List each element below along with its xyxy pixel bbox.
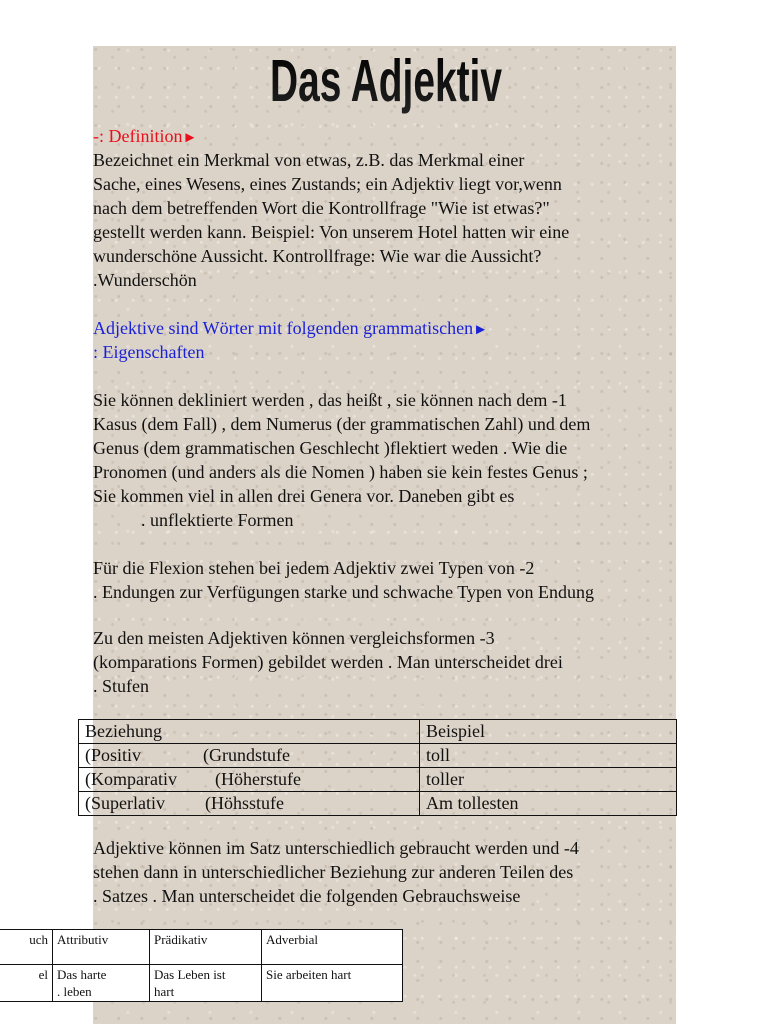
properties-heading-line2: : Eigenschaften	[93, 342, 205, 362]
definition-heading-text: -: Definition	[93, 126, 183, 146]
stage-label: (Komparativ	[85, 769, 177, 789]
triangle-right-icon: ►	[182, 130, 198, 146]
definition-line: .Wunderschön	[93, 270, 197, 290]
definition-line: wunderschöne Aussicht. Kontrollfrage: Wie war die Aussicht?	[93, 246, 542, 266]
table-cell: Sie arbeiten hart	[262, 965, 403, 1002]
table-cell-example: Am tollesten	[420, 792, 677, 816]
table-row	[79, 768, 677, 792]
table-row	[0, 965, 403, 1002]
point1-line: Sie kommen viel in allen drei Genera vor. Daneben gibt es	[93, 486, 515, 506]
properties-heading-text: Adjektive sind Wörter mit folgenden grammatischen	[93, 318, 474, 338]
comparison-table	[78, 719, 677, 816]
point1-line: . unflektierte Formen	[141, 510, 294, 530]
table-row	[79, 744, 677, 768]
definition-line: Bezeichnet ein Merkmal von etwas, z.B. das Merkmal einer	[93, 150, 525, 170]
stage-label: (Superlativ	[85, 793, 165, 813]
definition-line: nach dem betreffenden Wort die Kontrollfrage "Wie ist etwas?"	[93, 198, 550, 218]
properties-heading	[93, 316, 488, 342]
stage-description: (Höherstufe	[215, 769, 301, 789]
definition-heading	[93, 124, 197, 150]
table-cell-example: toller	[420, 768, 677, 792]
point3-line: Zu den meisten Adjektiven können vergleichsformen -3	[93, 628, 495, 648]
point1-line: Kasus (dem Fall) , dem Numerus (der grammatischen Zahl) und dem	[93, 414, 591, 434]
point1-line: Pronomen (und anders als die Nomen ) haben sie kein festes Genus ;	[93, 462, 588, 482]
point2-line: . Endungen zur Verfügungen starke und schwache Typen von Endung	[93, 582, 594, 602]
definition-line: gestellt werden kann. Beispiel: Von unserem Hotel hatten wir eine	[93, 222, 570, 242]
table-cell: Das harte . leben	[53, 965, 150, 1002]
table-header-cell: Beispiel	[420, 720, 677, 744]
stage-label: (Positiv	[85, 745, 142, 765]
table-header-cell: Adverbial	[262, 930, 403, 965]
table-header-cell: Beziehung	[79, 720, 420, 744]
table-header-cell: Attributiv	[53, 930, 150, 965]
point1-line: Sie können dekliniert werden , das heißt , sie können nach dem -1	[93, 390, 567, 410]
point4-line: stehen dann in unterschiedlicher Beziehung zur anderen Teilen des	[93, 862, 574, 882]
table-cell-stage	[79, 792, 420, 816]
point3-line: . Stufen	[93, 676, 149, 696]
table-cell-stage	[79, 768, 420, 792]
point1-line: Genus (dem grammatischen Geschlecht )flektiert weden . Wie die	[93, 438, 568, 458]
title-wordart	[266, 46, 506, 116]
usage-table	[0, 929, 403, 1002]
table-row	[79, 792, 677, 816]
triangle-right-icon: ►	[473, 322, 488, 338]
definition-line: Sache, eines Wesens, eines Zustands; ein Adjektiv liegt vor,wenn	[93, 174, 562, 194]
table-cell-example: toll	[420, 744, 677, 768]
page-title	[266, 46, 506, 116]
table-header-row	[79, 720, 677, 744]
stage-description: (Höhsstufe	[205, 793, 284, 813]
table-cell: Das Leben ist hart	[150, 965, 262, 1002]
point3-line: (komparations Formen) gebildet werden . Man unterscheidet drei	[93, 652, 563, 672]
table-header-cell: uch	[0, 930, 53, 965]
stage-description: (Grundstufe	[203, 745, 290, 765]
title-text: Das Adjektiv	[270, 46, 502, 115]
point4-line: . Satzes . Man unterscheidet die folgenden Gebrauchsweise	[93, 886, 521, 906]
point4-line: Adjektive können im Satz unterschiedlich gebraucht werden und -4	[93, 838, 579, 858]
table-cell: el	[0, 965, 53, 1002]
table-header-cell: Prädikativ	[150, 930, 262, 965]
table-cell-stage	[79, 744, 420, 768]
table-header-row	[0, 930, 403, 965]
point2-line: Für die Flexion stehen bei jedem Adjektiv zwei Typen von -2	[93, 558, 535, 578]
